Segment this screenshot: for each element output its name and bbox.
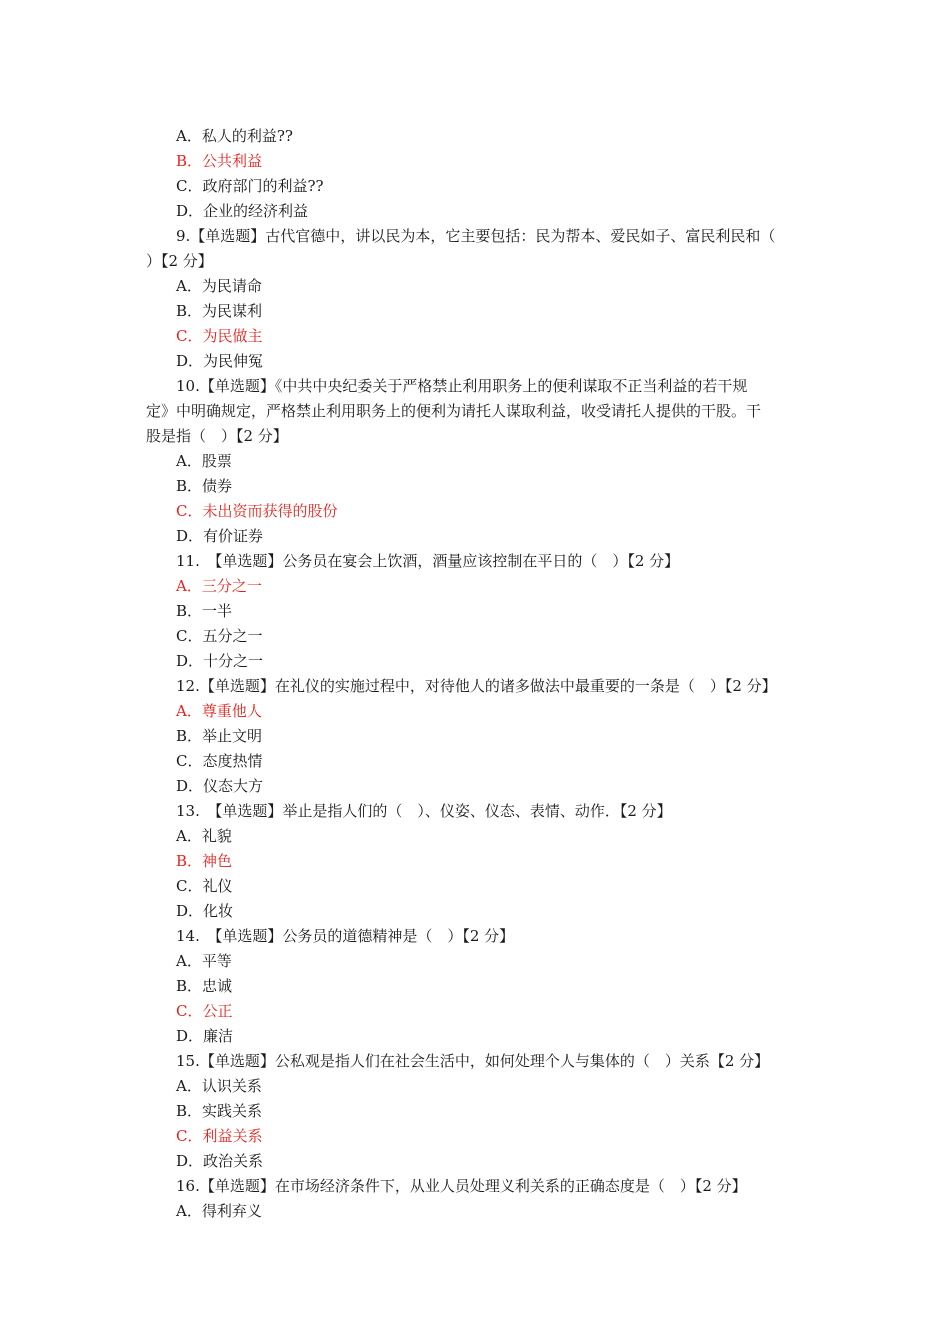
answer-option: C．态度热情 — [176, 752, 263, 770]
question-text: 15.【单选题】公私观是指人们在社会生活中，如何处理个人与集体的（ ）关系【2 分】 — [176, 1052, 770, 1070]
answer-option: B．忠诚 — [176, 977, 233, 995]
answer-option: B．实践关系 — [176, 1102, 263, 1120]
question-text-continuation: 股是指（ ）【2 分】 — [146, 427, 288, 445]
answer-option: C．五分之一 — [176, 627, 263, 645]
answer-option: D．化妆 — [176, 902, 234, 920]
correct-answer-option: B．公共利益 — [176, 152, 263, 170]
answer-option: A．认识关系 — [176, 1077, 262, 1095]
question-list — [146, 124, 811, 1224]
answer-option: D．有价证券 — [176, 527, 264, 545]
answer-option: C．政府部门的利益?? — [176, 177, 324, 195]
answer-option: A．股票 — [176, 452, 232, 470]
question-text: 14. 【单选题】公务员的道德精神是（ ）【2 分】 — [176, 927, 515, 945]
answer-option: B．一半 — [176, 602, 233, 620]
correct-answer-option: A．尊重他人 — [176, 702, 262, 720]
question-text: 11. 【单选题】公务员在宴会上饮酒，酒量应该控制在平日的（ ）【2 分】 — [176, 552, 680, 570]
answer-option: D．企业的经济利益 — [176, 202, 309, 220]
answer-option: A．礼貌 — [176, 827, 232, 845]
answer-option: B．举止文明 — [176, 727, 263, 745]
answer-option: B．债券 — [176, 477, 233, 495]
correct-answer-option: B．神色 — [176, 852, 233, 870]
question-text: 9.【单选题】古代官德中，讲以民为本，它主要包括：民为帮本、爱民如子、富民利民和（ — [176, 227, 776, 245]
answer-option: D．政治关系 — [176, 1152, 264, 1170]
answer-option: C．礼仪 — [176, 877, 233, 895]
correct-answer-option: C．未出资而获得的股份 — [176, 502, 338, 520]
question-text: 10.【单选题】《中共中央纪委关于严格禁止利用职务上的便利谋取不正当利益的若干规 — [176, 377, 748, 395]
answer-option: D．十分之一 — [176, 652, 264, 670]
answer-option: A．平等 — [176, 952, 232, 970]
answer-option: D．廉洁 — [176, 1027, 234, 1045]
correct-answer-option: C．利益关系 — [176, 1127, 263, 1145]
correct-answer-option: C．公正 — [176, 1002, 233, 1020]
question-text-continuation: ）【2 分】 — [146, 252, 213, 270]
answer-option: D．仪态大方 — [176, 777, 264, 795]
question-text: 16.【单选题】在市场经济条件下，从业人员处理义利关系的正确态度是（ ）【2 分】 — [176, 1177, 747, 1195]
answer-option: A．得利弃义 — [176, 1202, 262, 1220]
correct-answer-option: A．三分之一 — [176, 577, 262, 595]
correct-answer-option: C．为民做主 — [176, 327, 263, 345]
question-text-continuation: 定》中明确规定，严格禁止利用职务上的便利为请托人谋取利益，收受请托人提供的干股。干 — [146, 402, 762, 420]
question-text: 13. 【单选题】举止是指人们的（ ）、仪姿、仪态、表情、动作．【2 分】 — [176, 802, 672, 820]
answer-option: B．为民谋利 — [176, 302, 263, 320]
answer-option: A．私人的利益?? — [176, 127, 293, 145]
answer-option: D．为民伸冤 — [176, 352, 264, 370]
question-text: 12.【单选题】在礼仪的实施过程中，对待他人的诸多做法中最重要的一条是（ ）【2 分】 — [176, 677, 777, 695]
answer-option: A．为民请命 — [176, 277, 262, 295]
